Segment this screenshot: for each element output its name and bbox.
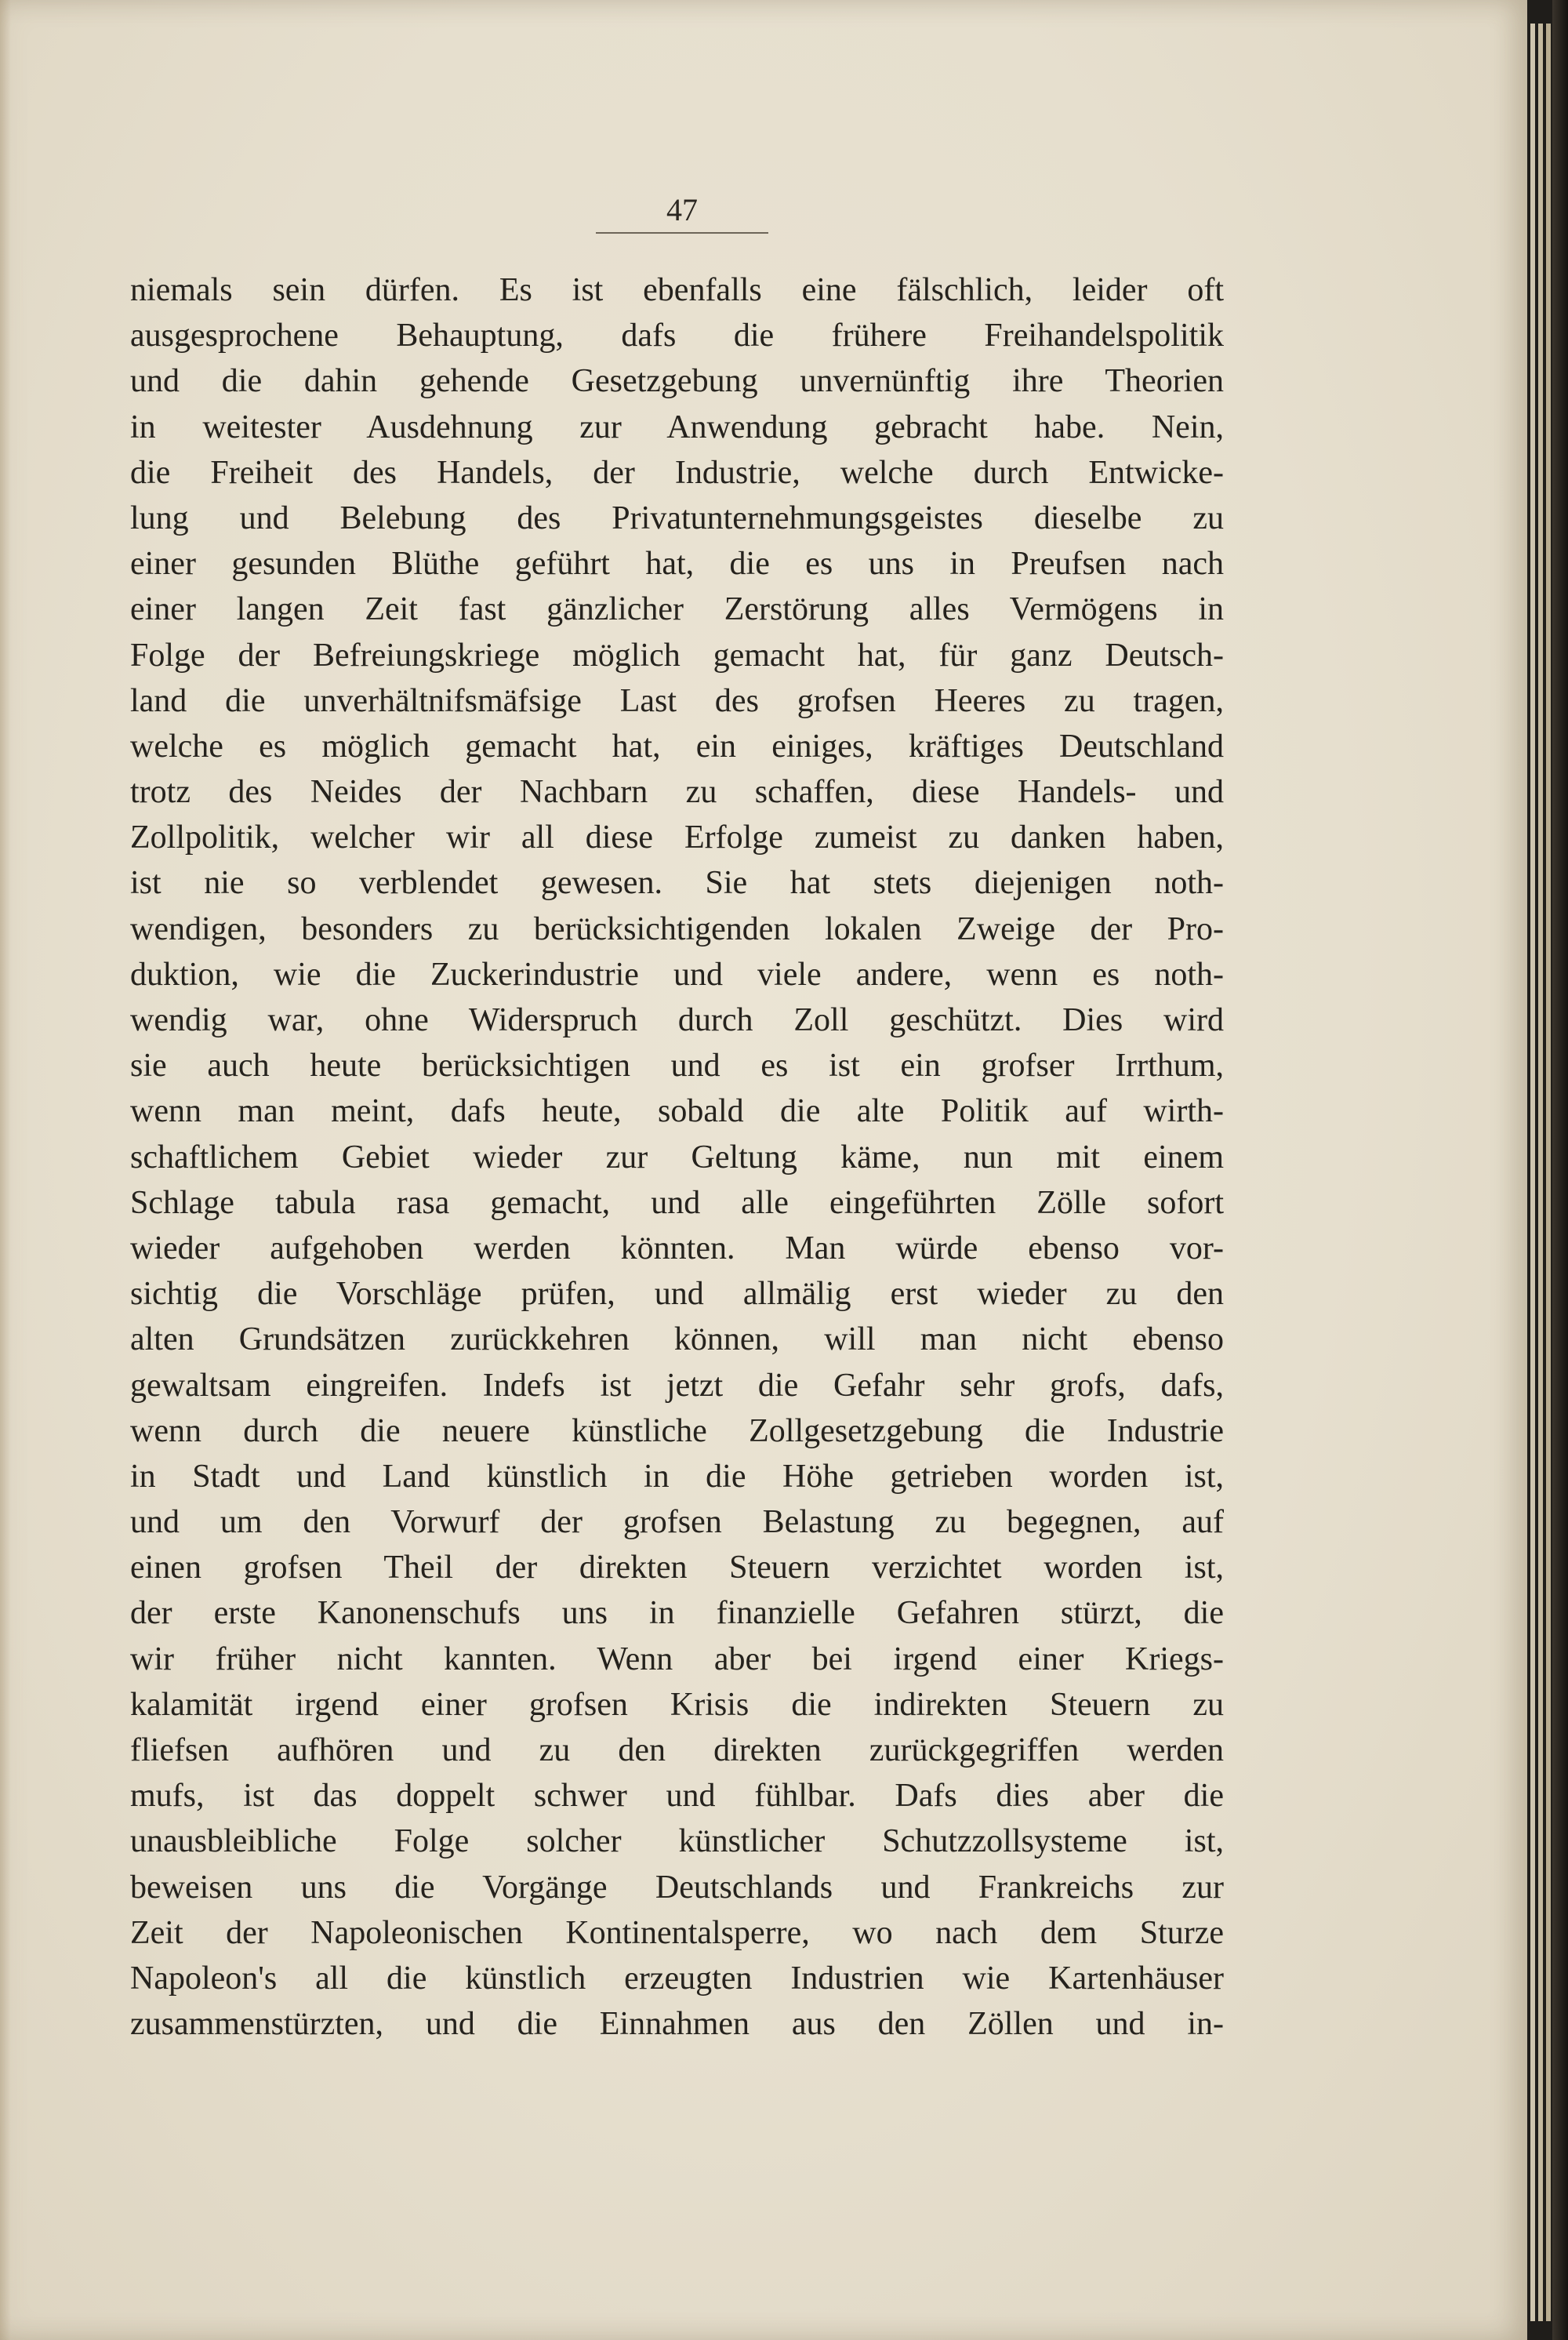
- text-line: wenn durch die neuere künstliche Zollgesetzgebung die Industrie: [130, 1412, 1224, 1449]
- text-line: duktion, wie die Zuckerindustrie und viele andere, wenn es noth-: [130, 956, 1224, 993]
- text-line: land die unverhältnifsmäfsige Last des grofsen Heeres zu tragen,: [130, 682, 1224, 719]
- text-line: Folge der Befreiungskriege möglich gemacht hat, für ganz Deutsch-: [130, 637, 1224, 674]
- text-line: lung und Belebung des Privatunternehmungsgeistes dieselbe zu: [130, 500, 1224, 536]
- text-line: gewaltsam eingreifen. Indefs ist jetzt die Gefahr sehr grofs, dafs,: [130, 1367, 1224, 1404]
- binding-edge: [1552, 0, 1568, 2340]
- text-line: ausgesprochene Behauptung, dafs die frühere Freihandelspolitik: [130, 318, 1224, 354]
- text-line: wendig war, ohne Widerspruch durch Zoll geschützt. Dies wird: [130, 1002, 1224, 1038]
- page-edge: [1538, 24, 1543, 2321]
- text-line: niemals sein dürfen. Es ist ebenfalls eine fälschlich, leider oft: [130, 272, 1224, 308]
- text-line: der erste Kanonenschufs uns in finanzielle Gefahren stürzt, die: [130, 1595, 1224, 1632]
- text-line: welche es möglich gemacht hat, ein einiges, kräftiges Deutschland: [130, 728, 1224, 765]
- body-text: [130, 267, 1224, 2047]
- text-line: sie auch heute berücksichtigen und es ist ein grofser Irrthum,: [130, 1048, 1224, 1085]
- page-edge: [1530, 24, 1535, 2321]
- page-edge: [1546, 24, 1551, 2321]
- text-line: die Freiheit des Handels, der Industrie, welche durch Entwicke-: [130, 454, 1224, 491]
- text-line: schaftlichem Gebiet wieder zur Geltung käme, nun mit einem: [130, 1139, 1224, 1175]
- page-number: 47: [666, 192, 698, 227]
- text-line: kalamität irgend einer grofsen Krisis die indirekten Steuern zu: [130, 1686, 1224, 1723]
- text-line: in weitester Ausdehnung zur Anwendung gebracht habe. Nein,: [130, 409, 1224, 445]
- text-line: einer langen Zeit fast gänzlicher Zerstörung alles Vermögens in: [130, 591, 1224, 628]
- text-line: ist nie so verblendet gewesen. Sie hat stets diejenigen noth-: [130, 865, 1224, 902]
- text-line: wir früher nicht kannten. Wenn aber bei irgend einer Kriegs-: [130, 1641, 1224, 1677]
- text-line: alten Grundsätzen zurückkehren können, will man nicht ebenso: [130, 1321, 1224, 1358]
- text-line: wieder aufgehoben werden könnten. Man würde ebenso vor-: [130, 1230, 1224, 1266]
- text-line: zusammenstürzten, und die Einnahmen aus den Zöllen und in-: [130, 2006, 1224, 2043]
- text-line: Zeit der Napoleonischen Kontinentalsperre, wo nach dem Sturze: [130, 1914, 1224, 1951]
- text-line: Zollpolitik, welcher wir all diese Erfolge zumeist zu danken haben,: [130, 819, 1224, 856]
- text-line: Schlage tabula rasa gemacht, und alle eingeführten Zölle sofort: [130, 1184, 1224, 1221]
- text-line: wenn man meint, dafs heute, sobald die alte Politik auf wirth-: [130, 1093, 1224, 1130]
- text-line: und um den Vorwurf der grofsen Belastung zu begegnen, auf: [130, 1504, 1224, 1541]
- text-line: in Stadt und Land künstlich in die Höhe getrieben worden ist,: [130, 1458, 1224, 1495]
- text-line: beweisen uns die Vorgänge Deutschlands und Frankreichs zur: [130, 1869, 1224, 1906]
- text-line: mufs, ist das doppelt schwer und fühlbar. Dafs dies aber die: [130, 1778, 1224, 1815]
- text-line: einen grofsen Theil der direkten Steuern verzichtet worden ist,: [130, 1550, 1224, 1586]
- text-line: fliefsen aufhören und zu den direkten zurückgegriffen werden: [130, 1732, 1224, 1768]
- text-line: wendigen, besonders zu berücksichtigenden lokalen Zweige der Pro-: [130, 910, 1224, 947]
- text-line: einer gesunden Blüthe geführt hat, die es uns in Preufsen nach: [130, 546, 1224, 583]
- text-line: trotz des Neides der Nachbarn zu schaffen, diese Handels- und: [130, 774, 1224, 811]
- gutter-shadow: [0, 0, 11, 2340]
- text-line: und die dahin gehende Gesetzgebung unvernünftig ihre Theorien: [130, 363, 1224, 400]
- text-line: sichtig die Vorschläge prüfen, und allmälig erst wieder zu den: [130, 1276, 1224, 1313]
- text-line: Napoleon's all die künstlich erzeugten Industrien wie Kartenhäuser: [130, 1960, 1224, 1997]
- text-line: unausbleibliche Folge solcher künstlicher Schutzzollsysteme ist,: [130, 1823, 1224, 1860]
- page-number-rule: [596, 232, 768, 234]
